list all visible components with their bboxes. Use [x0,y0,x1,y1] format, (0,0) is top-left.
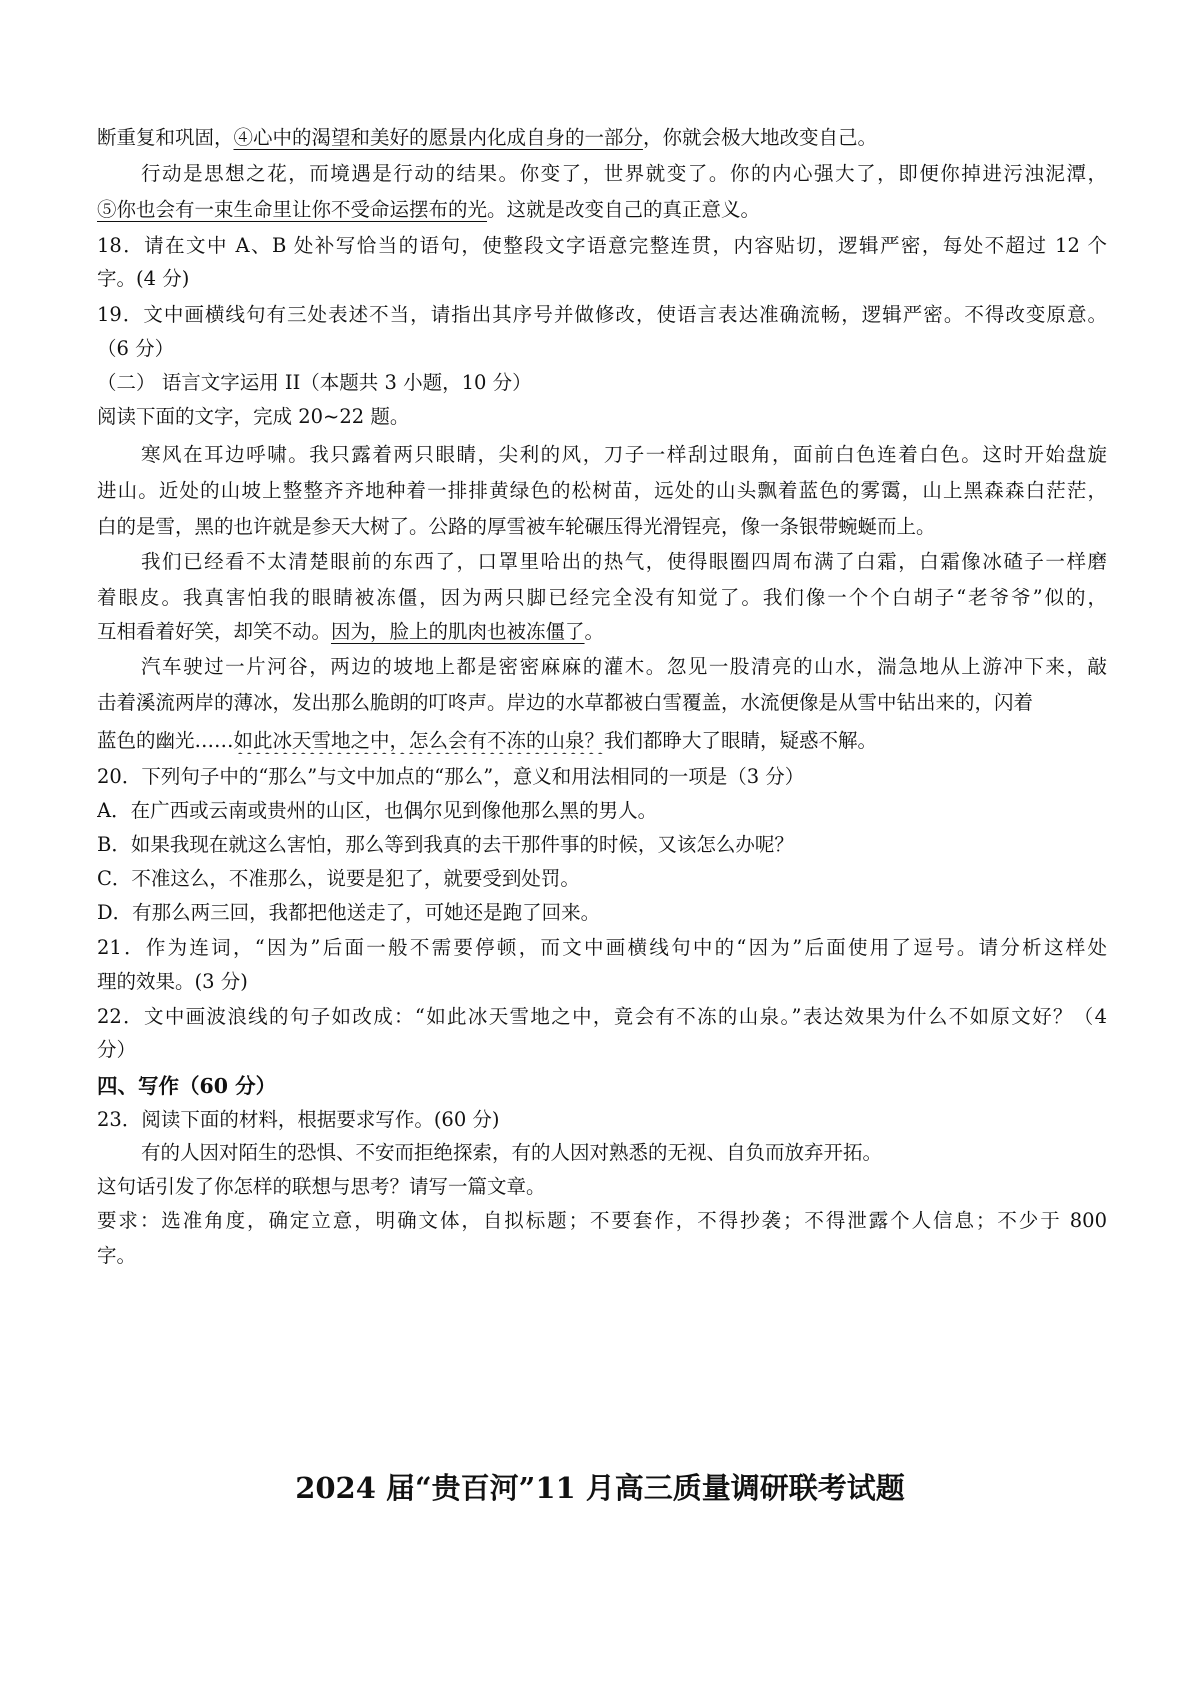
underlined-sentence: 因为，脸上的肌肉也被冻僵了 [331,620,585,643]
text: 。 [584,620,605,643]
passage-line: 行动是思想之花，而境遇是行动的结果。你变了，世界就变了。你的内心强大了，即便你掉进污浊泥潭， [141,162,1107,185]
passage-line [97,125,1107,151]
passage-line [97,619,1107,645]
text: 互相看着好笑，却笑不动。 [97,620,332,643]
question-18-cont: 字。(4 分) [97,267,190,290]
text: 。这就是改变自己的真正意义。 [487,198,761,221]
question-22-cont: 分） [97,1038,137,1061]
text: 断重复和巩固， [97,126,234,149]
passage-line: 白的是雪，黑的也许就是参天大树了。公路的厚雪被车轮碾压得光滑锃亮，像一条银带蜿蜒而上。 [97,515,936,538]
question-22: 22．文中画波浪线的句子如改成：“如此冰天雪地之中，竟会有不冻的山泉。”表达效果为什么不如原文好？（4 [97,1005,1107,1028]
option-c: C．不准这么，不准那么，说要是犯了，就要受到处罚。 [97,867,580,890]
question-20: 20．下列句子中的“那么”与文中加点的“那么”，意义和用法相同的一项是（3 分） [97,765,805,788]
passage-line: 进山。近处的山坡上整整齐齐地种着一排排黄绿色的松树苗，远处的山头飘着蓝色的雾霭，山上黑森森白茫茫， [97,479,1107,502]
text: ，你就会极大地改变自己。 [643,126,878,149]
passage-line [97,728,1107,754]
writing-prompt: 这句话引发了你怎样的联想与思考？请写一篇文章。 [97,1175,546,1198]
question-21: 21．作为连词，“因为”后面一般不需要停顿，而文中画横线句中的“因为”后面使用了逗号。请分析这样处 [97,936,1107,959]
question-23: 23．阅读下面的材料，根据要求写作。(60 分) [97,1108,500,1131]
passage-line: 汽车驶过一片河谷，两边的坡地上都是密密麻麻的灌木。忽见一股清亮的山水，湍急地从上游冲下来，敲 [141,655,1107,678]
underlined-sentence-5: ⑤你也会有一束生命里让你不受命运摆布的光 [97,198,488,221]
passage-line [97,690,1107,716]
section-heading: （二） 语言文字运用 II（本题共 3 小题，10 分） [97,371,532,394]
option-b: B．如果我现在就这么害怕，那么等到我真的去干那件事的时候，又该怎么办呢？ [97,833,794,856]
writing-requirements: 要求：选准角度，确定立意，明确文体，自拟标题；不要套作，不得抄袭；不得泄露个人信息；不少于 800 [97,1209,1107,1232]
question-21-cont: 理的效果。(3 分) [97,970,248,993]
passage-line: 着眼皮。我真害怕我的眼睛被冻僵，因为两只脚已经完全没有知觉了。我们像一个个白胡子“老爷爷”似的， [97,586,1107,609]
option-d: D．有那么两三回，我都把他送走了，可她还是跑了回来。 [97,901,601,924]
text: 我们都睁大了眼睛，疑惑不解。 [604,729,878,752]
text: 蓝色的幽光…… [97,729,234,752]
passage-line: 寒风在耳边呼啸。我只露着两只眼睛，尖利的风，刀子一样刮过眼角，面前白色连着白色。这时开始盘旋 [141,443,1107,466]
dotted-char: 么 [350,691,371,714]
dotted-char: 那 [331,691,351,714]
option-a: A．在广西或云南或贵州的山区，也偶尔见到像他那么黑的男人。 [97,799,658,822]
text: 脆朗的叮咚声。岸边的水草都被白雪覆盖，水流便像是从雪中钻出来的，闪着 [370,691,1034,714]
question-19: 19．文中画横线句有三处表述不当，请指出其序号并做修改，使语言表达准确流畅，逻辑严密。不得改变原意。 [97,303,1107,326]
writing-requirements-cont: 字。 [97,1244,137,1267]
exam-title: 2024 届“贵百河”11 月高三质量调研联考试题 [295,1471,905,1505]
passage-line: 我们已经看不太清楚眼前的东西了，口罩里哈出的热气，使得眼圈四周布满了白霜，白霜像冰碴子一样磨 [141,550,1107,573]
section-heading-writing: 四、写作（60 分） [97,1074,277,1098]
passage-line [97,197,1107,223]
wavy-underlined-sentence: 如此冰天雪地之中，怎么会有不冻的山泉？ [233,729,605,752]
question-18: 18．请在文中 A、B 处补写恰当的语句，使整段文字语意完整连贯，内容贴切，逻辑严密，每处不超过 12 个 [97,234,1107,257]
question-19-cont: （6 分） [97,337,175,360]
writing-material: 有的人因对陌生的恐惧、不安而拒绝探索，有的人因对熟悉的无视、自负而放弃开拓。 [141,1141,883,1164]
reading-instruction: 阅读下面的文字，完成 20~22 题。 [97,405,410,428]
underlined-sentence-4: ④心中的渴望和美好的愿景内化成自身的一部分 [233,126,644,149]
text: 击着溪流两岸的薄冰，发出 [97,691,332,714]
